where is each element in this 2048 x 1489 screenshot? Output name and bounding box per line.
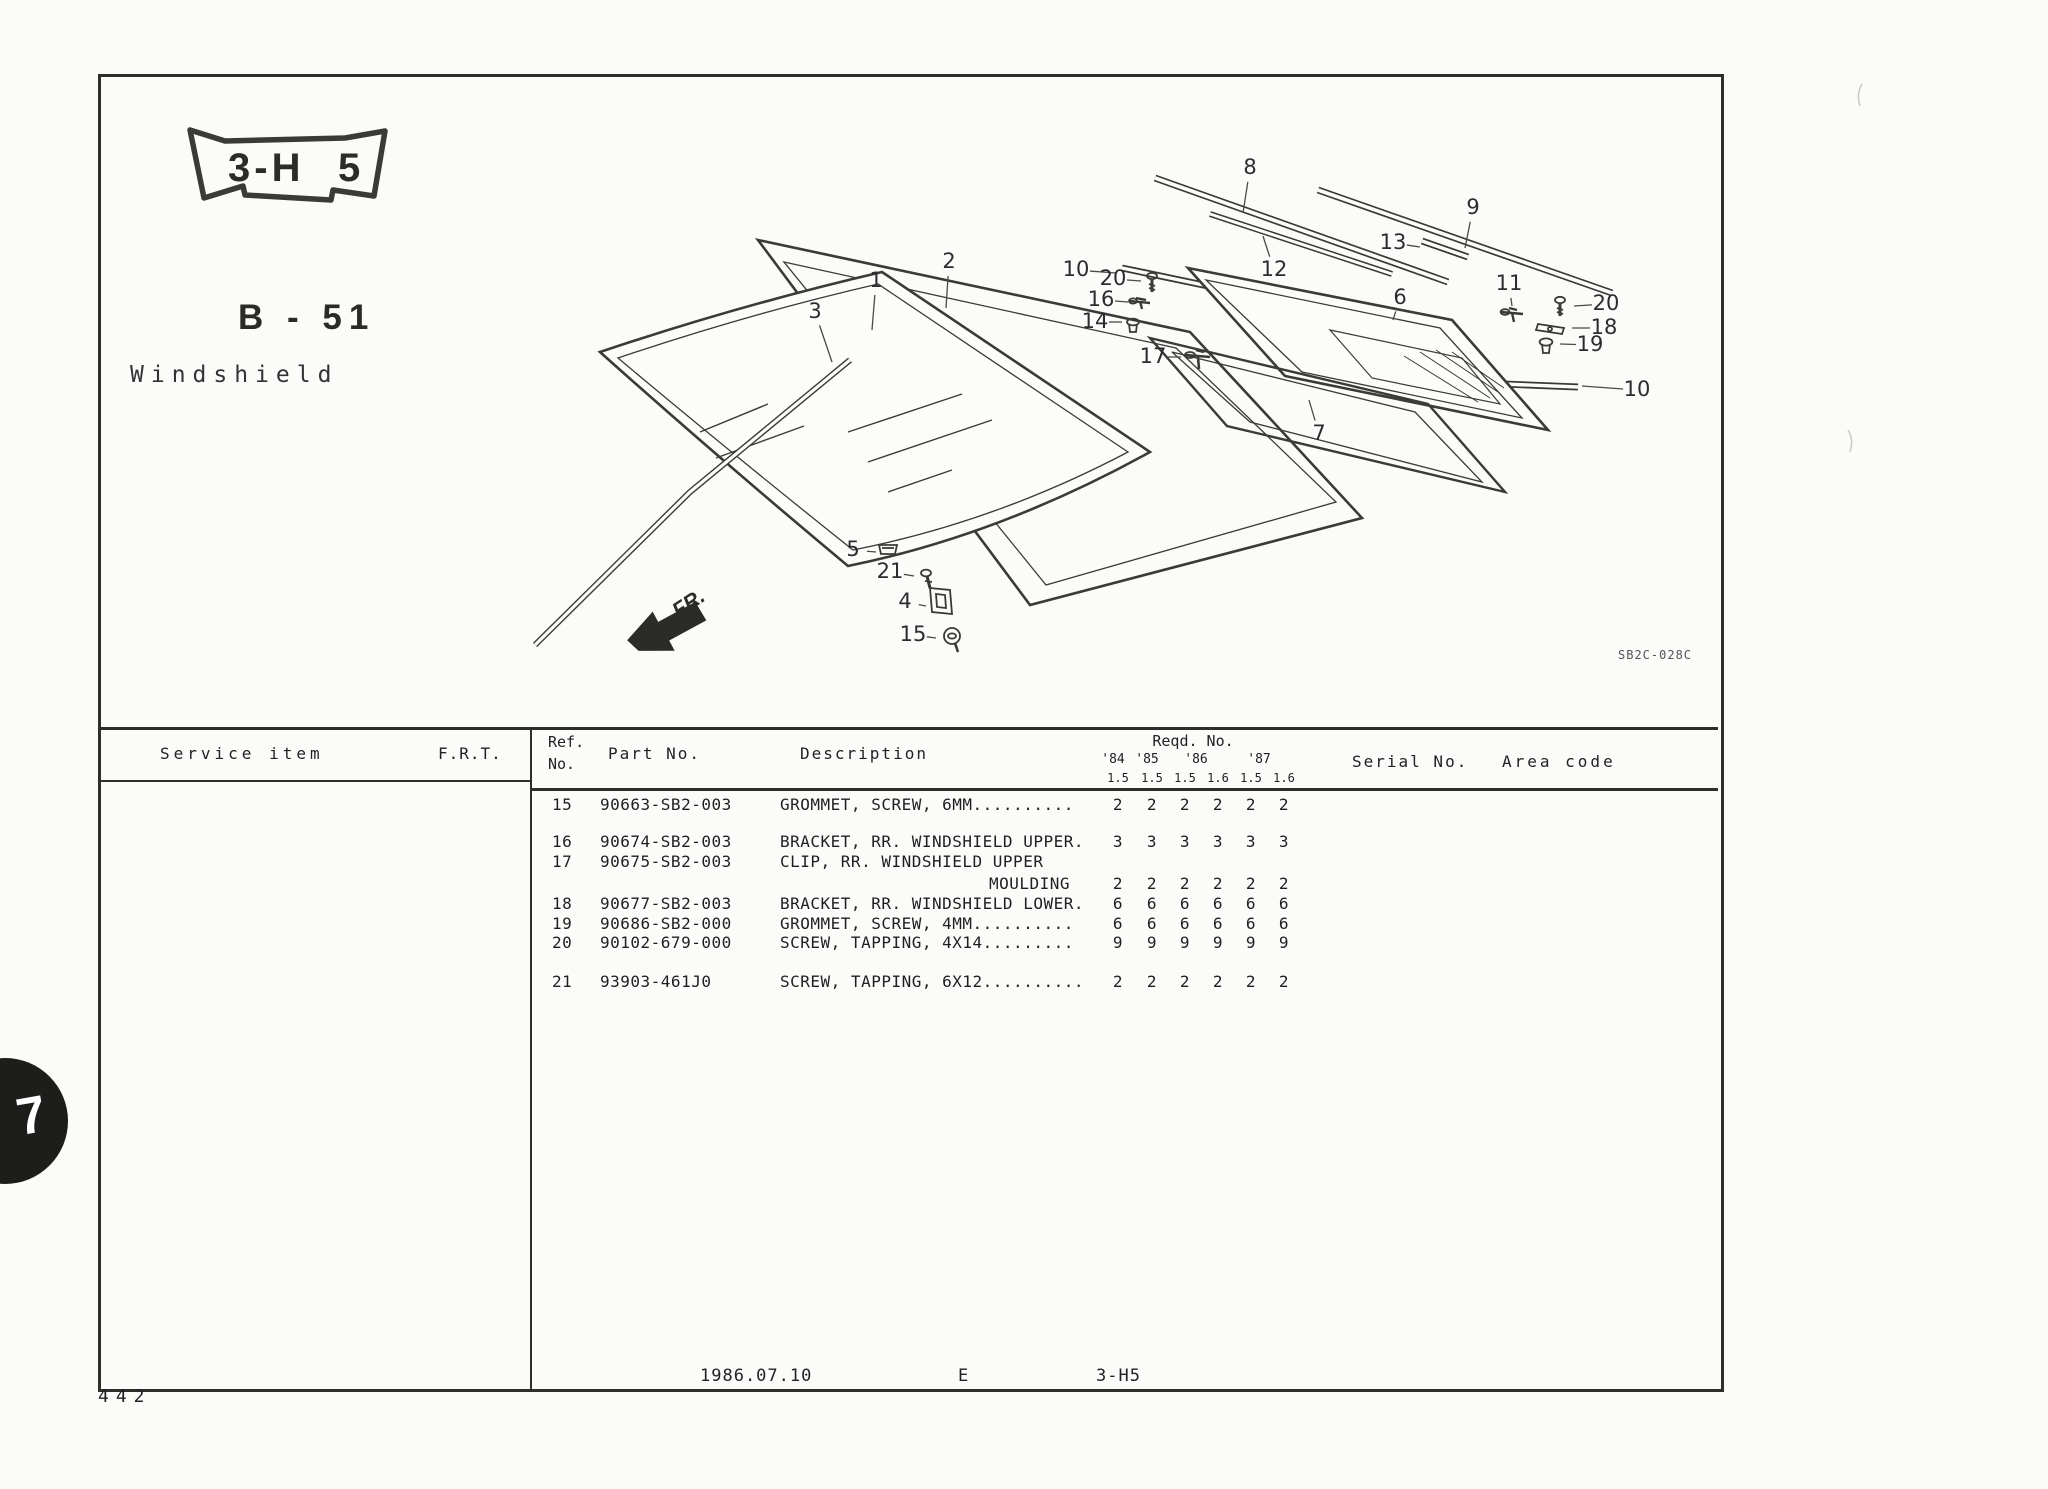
- cell-qty: 2: [1146, 972, 1158, 991]
- cell-qty: 6: [1245, 914, 1257, 933]
- callout-number: 13: [1379, 230, 1407, 254]
- cell-part-no: 90675-SB2-003: [600, 852, 732, 871]
- cell-qty: 9: [1146, 933, 1158, 952]
- table-row: [0, 874, 2048, 894]
- cell-qty: 3: [1112, 832, 1124, 851]
- cell-qty: 6: [1278, 894, 1290, 913]
- cell-qty: 2: [1278, 795, 1290, 814]
- section-badge-right: 5: [338, 146, 361, 190]
- cell-qty: 2: [1212, 874, 1224, 893]
- callout-number: 11: [1495, 271, 1523, 295]
- cell-qty: 6: [1278, 914, 1290, 933]
- cell-qty: 6: [1146, 894, 1158, 913]
- col-frt: F.R.T.: [438, 744, 502, 763]
- windshield-glass: [600, 272, 1150, 566]
- cell-qty: 2: [1179, 874, 1191, 893]
- cell-ref-no: 16: [552, 832, 573, 851]
- cell-ref-no: 17: [552, 852, 573, 871]
- cell-part-no: 90677-SB2-003: [600, 894, 732, 913]
- cell-qty: 9: [1245, 933, 1257, 952]
- cell-ref-no: 18: [552, 894, 573, 913]
- cell-description: SCREW, TAPPING, 4X14.........: [780, 933, 1074, 952]
- cell-qty: 2: [1146, 874, 1158, 893]
- cell-description: MOULDING: [988, 874, 1070, 893]
- page-number: 442: [98, 1386, 152, 1407]
- callout-number: 6: [1393, 285, 1407, 309]
- table-top-rule: [98, 727, 1718, 730]
- trim-label: 1.5: [1240, 771, 1262, 785]
- year-label: '87: [1247, 752, 1271, 767]
- col-service-item: Service item: [160, 744, 324, 763]
- col-ref-line1: Ref.: [548, 733, 585, 751]
- cell-qty: 3: [1245, 832, 1257, 851]
- cell-part-no: 90102-679-000: [600, 933, 732, 952]
- trim-label: 1.5: [1107, 771, 1129, 785]
- cell-qty: 2: [1179, 972, 1191, 991]
- fr-label: FR.: [668, 584, 710, 623]
- cell-qty: 2: [1245, 874, 1257, 893]
- page-code: B - 51: [238, 298, 376, 337]
- cell-qty: 6: [1245, 894, 1257, 913]
- table-row: [0, 894, 2048, 914]
- cell-qty: 6: [1212, 894, 1224, 913]
- table-row: [0, 914, 2048, 934]
- table-row: [0, 795, 2048, 815]
- callout-number: 8: [1243, 155, 1257, 179]
- page-title: Windshield: [130, 362, 339, 388]
- table-row: [0, 852, 2048, 872]
- cell-qty: 2: [1245, 972, 1257, 991]
- callout-number: 2: [942, 249, 956, 273]
- cell-description: SCREW, TAPPING, 6X12..........: [780, 972, 1084, 991]
- footer-code: E: [958, 1366, 969, 1386]
- cell-description: BRACKET, RR. WINDSHIELD LOWER.: [780, 894, 1084, 913]
- col-description: Description: [800, 744, 928, 763]
- cell-qty: 9: [1179, 933, 1191, 952]
- callout-number: 17: [1139, 344, 1167, 368]
- cell-part-no: 90674-SB2-003: [600, 832, 732, 851]
- callout-number: 19: [1576, 332, 1604, 356]
- service-header-rule: [98, 780, 530, 782]
- cell-qty: 6: [1112, 914, 1124, 933]
- cell-qty: 9: [1212, 933, 1224, 952]
- table-row: [0, 832, 2048, 852]
- cell-qty: 3: [1146, 832, 1158, 851]
- cell-qty: 2: [1212, 795, 1224, 814]
- cell-part-no: 93903-461J0: [600, 972, 712, 991]
- cell-ref-no: 20: [552, 933, 573, 952]
- cell-ref-no: 15: [552, 795, 573, 814]
- year-label: '85: [1135, 752, 1159, 767]
- callout-number: 20: [1099, 266, 1127, 290]
- year-label: '84: [1101, 752, 1125, 767]
- col-reqd-no: Reqd. No.: [1152, 732, 1234, 750]
- cell-part-no: 90686-SB2-000: [600, 914, 732, 933]
- service-divider: [530, 727, 532, 1389]
- col-area-code: Area code: [1502, 752, 1616, 771]
- cell-qty: 6: [1179, 914, 1191, 933]
- trim-label: 1.6: [1273, 771, 1295, 785]
- parts-header-rule: [530, 788, 1718, 791]
- cell-qty: 9: [1278, 933, 1290, 952]
- footer-section: 3-H5: [1096, 1366, 1141, 1386]
- callout-number: 14: [1081, 309, 1109, 333]
- callout-number: 12: [1260, 257, 1288, 281]
- callout-number: 10: [1623, 377, 1651, 401]
- callout-number: 9: [1466, 195, 1480, 219]
- cell-description: GROMMET, SCREW, 6MM..........: [780, 795, 1074, 814]
- callout-number: 10: [1062, 257, 1090, 281]
- cell-qty: 3: [1212, 832, 1224, 851]
- callout-number: 7: [1312, 421, 1326, 445]
- chapter-tab-number: 7: [12, 1084, 51, 1148]
- table-row: [0, 972, 2048, 992]
- year-label: '86: [1184, 752, 1208, 767]
- trim-label: 1.5: [1174, 771, 1196, 785]
- callout-number: 1: [869, 268, 883, 292]
- table-row: [0, 933, 2048, 953]
- cell-qty: 2: [1112, 874, 1124, 893]
- cell-ref-no: 21: [552, 972, 573, 991]
- callout-number: 15: [899, 622, 927, 646]
- cell-description: BRACKET, RR. WINDSHIELD UPPER.: [780, 832, 1084, 851]
- section-badge-left: 3-H: [228, 146, 305, 190]
- diagram-code: SB2C-028C: [1618, 648, 1693, 662]
- cell-qty: 2: [1278, 972, 1290, 991]
- callout-number: 5: [846, 537, 860, 561]
- cell-part-no: 90663-SB2-003: [600, 795, 732, 814]
- cell-qty: 6: [1212, 914, 1224, 933]
- callout-number: 3: [808, 299, 822, 323]
- footer-date: 1986.07.10: [700, 1366, 813, 1386]
- cell-qty: 6: [1179, 894, 1191, 913]
- trim-label: 1.5: [1141, 771, 1163, 785]
- cell-qty: 6: [1112, 894, 1124, 913]
- cell-qty: 2: [1212, 972, 1224, 991]
- cell-ref-no: 19: [552, 914, 573, 933]
- callout-number: 21: [876, 559, 904, 583]
- cell-qty: 2: [1245, 795, 1257, 814]
- cell-qty: 2: [1112, 795, 1124, 814]
- callout-number: 20: [1592, 291, 1620, 315]
- cell-qty: 2: [1146, 795, 1158, 814]
- cell-qty: 3: [1179, 832, 1191, 851]
- cell-qty: 3: [1278, 832, 1290, 851]
- cell-qty: 2: [1278, 874, 1290, 893]
- callout-number: 18: [1590, 315, 1618, 339]
- col-ref-line2: No.: [548, 755, 576, 773]
- col-part-no: Part No.: [608, 744, 702, 763]
- callout-number: 16: [1087, 287, 1115, 311]
- cell-qty: 9: [1112, 933, 1124, 952]
- col-serial-no: Serial No.: [1352, 752, 1469, 771]
- cell-description: GROMMET, SCREW, 4MM..........: [780, 914, 1074, 933]
- cell-qty: 6: [1146, 914, 1158, 933]
- trim-label: 1.6: [1207, 771, 1229, 785]
- scan-marks: [1848, 84, 1862, 452]
- cell-qty: 2: [1179, 795, 1191, 814]
- cell-qty: 2: [1112, 972, 1124, 991]
- cell-description: CLIP, RR. WINDSHIELD UPPER: [780, 852, 1044, 871]
- callout-number: 4: [898, 589, 912, 613]
